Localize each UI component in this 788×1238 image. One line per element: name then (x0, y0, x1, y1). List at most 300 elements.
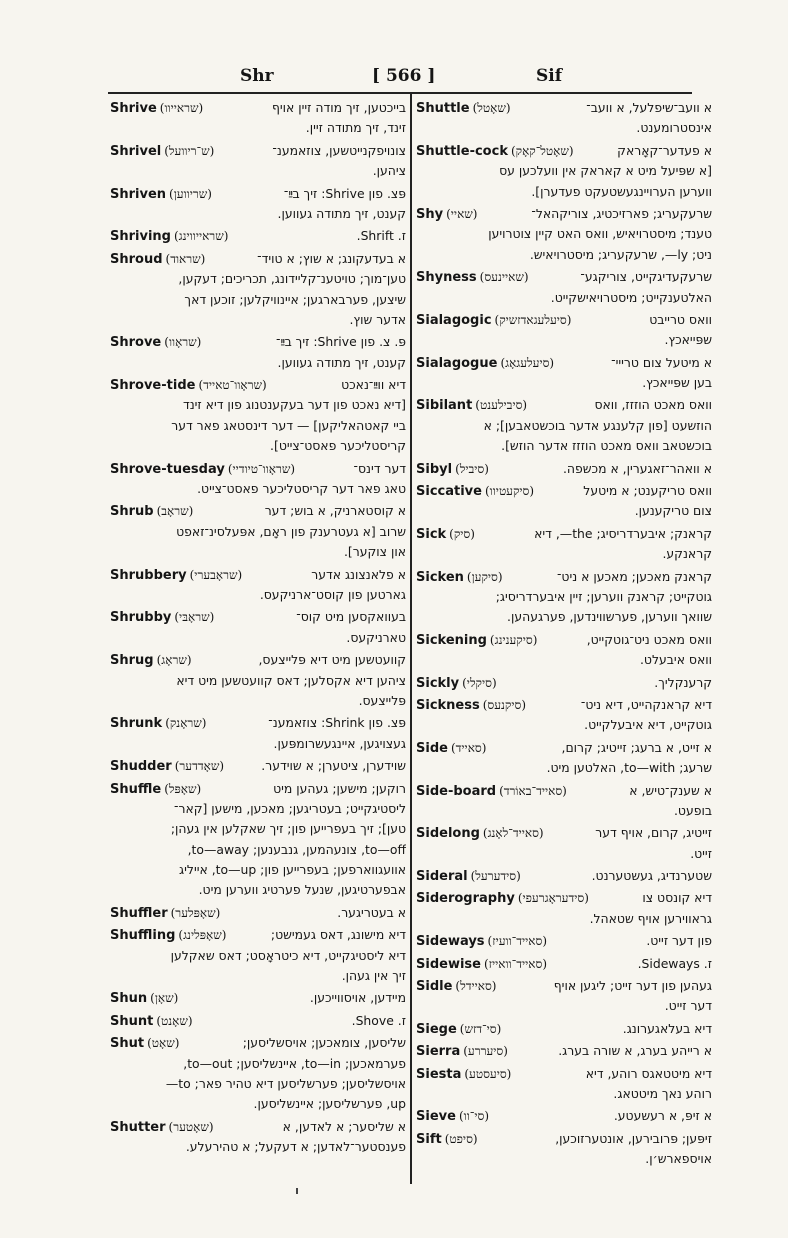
definition-continuation: שפּייאכץ. (664, 332, 712, 348)
definition-continuation: זייט. (690, 845, 712, 861)
definition-text: קוועטשען מיט דיא פּלייצעס, (258, 652, 406, 668)
dictionary-entry (110, 332, 406, 373)
definition-continuation: געצויגען, איינגעשרומפּען. (273, 735, 406, 751)
pronunciation: (סיעלעגאָג) (500, 355, 555, 370)
dictionary-entry (416, 781, 712, 822)
pronunciation: (שראָנק) (165, 716, 207, 731)
definition-text: געהען פון דער זייט; ליגען אויף (553, 978, 712, 994)
dictionary-entry (110, 459, 406, 500)
headword: Shrivel (110, 143, 162, 159)
entry-first-line (416, 353, 712, 373)
entry-first-line (416, 204, 712, 224)
dictionary-entry (416, 459, 712, 479)
dictionary-entry (416, 204, 712, 265)
definition-continuation: אויספארש׳ן. (645, 1151, 712, 1167)
dictionary-entry (416, 1106, 712, 1126)
pronunciation: (שאָט) (147, 1036, 180, 1051)
headword: Shuffling (110, 928, 176, 944)
dictionary-entry (416, 567, 712, 628)
headword: Shrug (110, 653, 154, 669)
dictionary-entry (416, 695, 712, 736)
dictionary-entry (110, 1117, 406, 1158)
definition-continuation: גראווירען אויף שטאהל. (589, 910, 712, 926)
pronunciation: (שאָטל־קאָק) (510, 143, 574, 158)
definition-text: וואס מאכט ניט־גוטקייט, (586, 631, 712, 647)
dictionary-entry (110, 650, 406, 711)
definition-continuation: ביי קאטהאליקען] — דער דינסטאג פאר דער (171, 417, 406, 433)
definition-text: א בעדעקונג; א שוץ; א טויד־ (257, 250, 406, 266)
definition-text: בעוואקסען מיט קוס־ (296, 609, 406, 625)
definition-text: שוידערן, ציטערן; א שוידער. (261, 758, 406, 774)
pronunciation: (סאייד־באוֹרד) (499, 783, 567, 798)
definition-text: ז. Shove. (351, 1012, 406, 1028)
definition-text: קראנק; איבערדריסיג; the—, דיא (534, 525, 712, 541)
dictionary-entry (110, 184, 406, 225)
definition-continuation: קענט, זיך מתודה געווען. (277, 354, 406, 370)
definition-text: דיא מיטטאגס רוהע, דיא (585, 1065, 712, 1081)
definition-continuation: קענט, זיך מתודה געווען. (277, 205, 406, 221)
definition-continuation: דיא ליסטיגקייט, דיא כיטראָסט; דאס שאקלען (170, 947, 406, 963)
entry-first-line (110, 1033, 406, 1053)
dictionary-entry (110, 226, 406, 246)
headword: Shuttle-cock (416, 143, 508, 159)
entry-first-line (416, 823, 712, 843)
entry-first-line (110, 925, 406, 945)
entry-first-line (416, 931, 712, 951)
definition-continuation: גוטקייט; קראנק ווערען; זיין איבערדריסיג; (495, 588, 712, 604)
pronunciation: (סיקען) (466, 569, 503, 584)
dictionary-entry (110, 249, 406, 331)
headword: Sickening (416, 632, 487, 648)
headword: Sick (416, 526, 447, 542)
pronunciation: (שראָב) (156, 504, 194, 519)
pronunciation: (סיעררע) (463, 1044, 508, 1059)
pronunciation: (סיעסטע) (464, 1066, 512, 1081)
definition-text: דיא בעלאגערונג. (622, 1020, 712, 1036)
dictionary-entry (416, 353, 712, 394)
definition-text: צונויפקנייטשען, צוזאמענ־ (272, 142, 406, 158)
dictionary-entry (416, 481, 712, 522)
headword: Sierra (416, 1044, 461, 1060)
entry-first-line (110, 988, 406, 1008)
dictionary-entry (416, 954, 712, 974)
dictionary-entry (110, 903, 406, 923)
definition-continuation: טאג פאר דער קריסטליכער פאסט־צייט. (197, 481, 406, 497)
pronunciation: (שאָטל) (472, 101, 511, 115)
definition-text: קראנק מאכען; מאכען א ניט־ (556, 568, 712, 584)
headword: Sidelong (416, 826, 480, 842)
definition-text: זייטיג, קרום, אויף דער (595, 825, 712, 841)
pronunciation: (סיביל) (455, 461, 489, 476)
definition-text: וואס טריקענט; א מיטעל (583, 483, 712, 499)
dictionary-entry (416, 1129, 712, 1170)
entry-first-line (110, 98, 406, 118)
headword: Sieve (416, 1109, 456, 1125)
dictionary-entry (416, 673, 712, 693)
definition-continuation: זינד, זיך מתודה זיין. (305, 120, 406, 136)
dictionary-entry (416, 1019, 712, 1039)
pronunciation: (שראָבערי) (189, 567, 243, 582)
definition-continuation: גוטקייט, דיא איבעלקייט. (584, 717, 712, 733)
definition-continuation: אוועגווארפען; בעפרייען פון; to—up, אייליג (179, 862, 406, 878)
headword: Sidle (416, 979, 453, 995)
entry-first-line (110, 1011, 406, 1031)
headword: Sialagogic (416, 312, 492, 328)
headword: Shrunk (110, 716, 163, 732)
pronunciation: (סאייד־לאָנג) (482, 826, 544, 841)
entry-first-line (110, 332, 406, 352)
left-column (110, 98, 406, 1160)
pronunciation: (סיעלעגאדזשיק) (494, 312, 572, 327)
dictionary-entry (416, 976, 712, 1017)
entry-first-line (110, 713, 406, 733)
right-column (416, 98, 712, 1172)
definition-continuation: טען]; זיך בעפרייען פון; זיך שאקלען אין געהן; (170, 821, 406, 837)
pronunciation: (סיקעטיוו) (484, 484, 535, 499)
dictionary-entry (110, 607, 406, 648)
pronunciation: (ש־ריוועל) (164, 143, 215, 158)
headword: Sibyl (416, 461, 453, 477)
entry-first-line (110, 756, 406, 776)
pronunciation: (שראייוו) (159, 101, 204, 115)
definition-continuation: פענסטער־לאדען; א דעקעל; א טהירעלע. (185, 1139, 406, 1155)
definition-continuation: אבפערטיגען, שנעל פערטיג ווערען מיט. (198, 882, 406, 898)
definition-continuation: האלטענקייט; מיסטרויאישקייט. (550, 289, 712, 305)
entry-first-line (110, 226, 406, 246)
definition-text: פּצ. פון Shrink: צוזאמענ־ (268, 715, 406, 731)
pronunciation: (סאייד) (450, 740, 487, 755)
headword: Shuttle (416, 101, 470, 116)
definition-continuation: זיך אין געהן. (341, 968, 406, 984)
definition-continuation: רוהע נאך מיטטאג. (613, 1085, 712, 1101)
pronunciation: (סי־דזש) (459, 1021, 502, 1036)
entry-first-line (110, 1117, 406, 1137)
definition-continuation: שרעג; to—with, האלטען מיט. (546, 760, 712, 776)
definition-text: א פעדער־קאָראק (617, 142, 712, 158)
definition-text: מיידען, אויסווייכען. (309, 990, 406, 1006)
entry-first-line (416, 98, 712, 118)
entry-first-line (110, 903, 406, 923)
definition-text: שליסען, צומאכען; אויסשליסען; (242, 1035, 406, 1051)
dictionary-entry (416, 395, 712, 456)
entry-first-line (416, 1106, 712, 1126)
headword: Siesta (416, 1066, 462, 1082)
footer-mark (296, 1188, 298, 1194)
definition-continuation: בוכשטאב וואס מאכט הוזזז אדער הוזש]. (501, 438, 712, 454)
definition-continuation: [דיא נאכט פון דער בעקענטנוג פון דיא זינד (182, 397, 406, 413)
pronunciation: (שאָנט) (156, 1013, 193, 1028)
dictionary-entry (110, 141, 406, 182)
pronunciation: (סיקענינג) (489, 632, 538, 647)
pronunciation: (סאייד־וועיז) (487, 934, 548, 949)
entry-first-line (416, 481, 712, 501)
pronunciation: (שריווען) (169, 186, 212, 201)
definition-continuation: טענד; מיסטרויאיש, וואס האט קיין צוטרויען (488, 226, 712, 242)
headword: Shriven (110, 186, 167, 202)
pronunciation: (סיבילענט) (475, 398, 528, 413)
definition-text: שטערנדיג, געשטערנט. (591, 868, 712, 884)
entry-first-line (416, 888, 712, 908)
dictionary-entry (110, 375, 406, 457)
pronunciation: (סידעראָגרעפי) (517, 891, 589, 906)
definition-text: דיא מישונג, דאס געמישט; (270, 927, 406, 943)
entry-first-line (416, 630, 712, 650)
entry-first-line (416, 567, 712, 587)
headword: Sibilant (416, 398, 473, 414)
definition-text: דיא ווײַ־נאכט (341, 377, 406, 393)
definition-continuation: בען שפּייאכץ. (642, 375, 712, 391)
definition-text: רוקען; מישען; געהען מיט (273, 780, 406, 796)
entry-first-line (110, 184, 406, 204)
entry-first-line (110, 607, 406, 627)
definition-continuation: פּלייצעס. (358, 692, 406, 708)
headword: Shrub (110, 504, 154, 520)
dictionary-entry (110, 1033, 406, 1115)
header-rule (108, 92, 692, 94)
headword: Sidewise (416, 956, 481, 972)
entry-first-line (416, 1064, 712, 1084)
entry-first-line (416, 1019, 712, 1039)
definition-text: פּ. צ. פון Shrive: זיך בײַ־ (276, 334, 406, 350)
entry-first-line (110, 459, 406, 479)
headword: Shut (110, 1036, 145, 1052)
definition-text: א זייט, א ברעג; זייטיג; קרום, (561, 739, 712, 755)
headword: Shyness (416, 270, 477, 286)
definition-continuation: הוזשעט [פון קלענגע אדער בוכשטאבען]; א (483, 417, 712, 433)
entry-first-line (110, 565, 406, 585)
pronunciation: (סיקנעס) (482, 697, 526, 712)
entry-first-line (110, 650, 406, 670)
headword: Shrove (110, 335, 162, 351)
entry-first-line (416, 395, 712, 415)
pronunciation: (סידערעל) (470, 869, 521, 884)
definition-continuation: ציהען דיא אקסלען; דאס קוועטשען מיט דיא (176, 672, 406, 688)
pronunciation: (שאָטער) (168, 1119, 214, 1134)
pronunciation: (שראוד) (165, 251, 206, 266)
dictionary-entry (416, 931, 712, 951)
definition-continuation: און צוקער]. (343, 544, 406, 560)
headword: Shun (110, 991, 148, 1007)
headword: Sickness (416, 697, 480, 713)
definition-text: שרעקעדיגקייט, צוריקגע־ (580, 269, 712, 285)
pronunciation: (שראָוו) (164, 335, 202, 350)
headword: Sicken (416, 569, 464, 585)
headword: Shy (416, 206, 444, 222)
entry-first-line (416, 524, 712, 544)
entry-first-line (416, 738, 712, 758)
entry-first-line (110, 141, 406, 161)
definition-text: א רייהע בערג, א שורה בערג. (558, 1043, 712, 1059)
column-divider (410, 94, 412, 1184)
pronunciation: (שאָפּלינג) (178, 928, 227, 943)
dictionary-entry (416, 1064, 712, 1105)
headword: Shrubby (110, 610, 172, 626)
entry-first-line (416, 954, 712, 974)
entry-first-line (416, 1129, 712, 1149)
definition-text: א מיטעל צום טרייי־ (611, 354, 712, 370)
definition-continuation: שיצען, פערבארגען; איינוויקלען; זוכען דאך (184, 291, 406, 307)
entry-first-line (416, 459, 712, 479)
definition-text: פּצ. פון Shrive: זיך בײַ־ (283, 185, 406, 201)
pronunciation: (סאיידל) (455, 979, 497, 994)
dictionary-entry (416, 267, 712, 308)
definition-continuation: וואס איבעלט. (639, 652, 712, 668)
dictionary-entry (110, 501, 406, 562)
page-header (0, 62, 788, 92)
dictionary-entry (110, 756, 406, 776)
definition-continuation: ליסטיגקייט; בעטריגען; מאכען, מישען [קאר־ (174, 800, 406, 816)
pronunciation: (שראָג) (156, 653, 192, 668)
dictionary-entry (416, 98, 712, 139)
header-right-guideword: Sif (536, 66, 563, 86)
definition-continuation: אויסשליסען; פערשליסען דיא טהיר פאר; to— (165, 1075, 406, 1091)
definition-text: בייכטען, זיך מודה זיין אויף (271, 100, 406, 115)
headword: Siege (416, 1021, 457, 1037)
dictionary-entry (416, 866, 712, 886)
headword: Shriving (110, 229, 171, 245)
entry-first-line (416, 781, 712, 801)
dictionary-entry (110, 779, 406, 901)
pronunciation: (שאיי) (446, 206, 478, 221)
entry-first-line (110, 249, 406, 269)
definition-text: וואס טרייבט (649, 311, 712, 327)
headword: Sickly (416, 675, 460, 691)
headword: Shuffler (110, 905, 168, 921)
entry-first-line (416, 141, 712, 161)
definition-continuation: פערמאכען; to—in, איינשליסען; to—out, (183, 1055, 406, 1071)
headword: Shudder (110, 759, 172, 775)
entry-first-line (416, 310, 712, 330)
entry-first-line (416, 866, 712, 886)
definition-text: א וואהר־זאגערין, א מכשפה. (562, 460, 712, 476)
definition-continuation: אדער שוץ. (349, 311, 406, 327)
headword: Shrove-tide (110, 378, 196, 394)
pronunciation: (סי־וו) (458, 1109, 490, 1124)
pronunciation: (שראייווינג) (173, 229, 229, 244)
headword: Sideral (416, 869, 468, 885)
pronunciation: (שאָן) (150, 991, 179, 1006)
headword: Sift (416, 1131, 442, 1147)
pronunciation: (סיקלי) (462, 675, 497, 690)
definition-text: שרעקעריג; פארזיכטיג, צוריקהאל־ (531, 205, 712, 221)
dictionary-entry (416, 888, 712, 929)
dictionary-entry (416, 1041, 712, 1061)
dictionary-entry (110, 565, 406, 606)
entry-first-line (110, 779, 406, 799)
headword: Shrove-tuesday (110, 461, 225, 477)
headword: Shunt (110, 1013, 154, 1029)
definition-continuation: אינסטרומענט. (636, 120, 712, 136)
pronunciation: (שאָדדער) (174, 759, 225, 774)
dictionary-entry (416, 524, 712, 565)
dictionary-entry (416, 310, 712, 351)
headword: Shrive (110, 101, 157, 116)
headword: Side-board (416, 783, 497, 799)
entry-first-line (110, 375, 406, 395)
pronunciation: (שראָבּי) (174, 610, 215, 625)
definition-continuation: [א שפּיעל מיט א קאראק אין וועלכען עס (499, 163, 712, 179)
dictionary-entry (110, 713, 406, 754)
definition-text: קרענקליך. (654, 674, 712, 690)
dictionary-entry (416, 823, 712, 864)
dictionary-entry (416, 141, 712, 202)
definition-continuation: up, פערשליסען; איינשליסען. (253, 1096, 406, 1112)
headword: Shuffle (110, 781, 162, 797)
definition-continuation: טען־מוך; טויטענ־קליידונג, תכריכים; דעקען, (178, 271, 406, 287)
definition-text: זיפּען; פּרובירען, אונטערזוכען, (555, 1130, 712, 1146)
definition-text: א שליסער; א לאדען, א (282, 1118, 406, 1134)
definition-text: דער דינס־ (353, 460, 406, 476)
definition-text: וואס מאכט הוזזז, וואס (594, 397, 712, 413)
definition-text: ז. Shrift. (356, 228, 406, 244)
definition-continuation: קראנקע. (662, 546, 712, 562)
dictionary-entry (416, 738, 712, 779)
headword: Shroud (110, 251, 163, 267)
dictionary-entry (110, 988, 406, 1008)
page-number: [ 566 ] (372, 66, 436, 86)
definition-text: א בעטריגער. (337, 904, 406, 920)
definition-text: ז. Sideways. (637, 955, 712, 971)
dictionary-entry (110, 925, 406, 986)
definition-text: א שענק־טיש, א (629, 782, 712, 798)
headword: Side (416, 740, 448, 756)
definition-continuation: טארניקעס. (346, 629, 406, 645)
entry-first-line (416, 976, 712, 996)
entry-first-line (416, 695, 712, 715)
dictionary-entry (110, 1011, 406, 1031)
definition-continuation: בופעט. (673, 802, 712, 818)
definition-text: א זיפּ, א רעשעטע. (613, 1108, 712, 1124)
headword: Shrubbery (110, 567, 187, 583)
headword: Sialagogue (416, 355, 498, 371)
headword: Sideways (416, 934, 485, 950)
definition-continuation: ווערען הערויינגעשטעקט פעדערן]. (531, 183, 712, 199)
entry-first-line (416, 267, 712, 287)
dictionary-entry (416, 630, 712, 671)
definition-continuation: שרוב [א געטרענק פון ראָם, אפּעלסינ־זאפט (176, 523, 406, 539)
definition-text: דיא קראנקהייט, דיא ניט־ (580, 696, 712, 712)
pronunciation: (סאייד־וואייז) (483, 956, 547, 971)
definition-continuation: ציהען. (372, 163, 406, 179)
headword: Siccative (416, 484, 482, 500)
definition-continuation: ניט; ly—, שרעקעריג; מיסטרויאיש. (529, 246, 712, 262)
header-left-guideword: Shr (240, 66, 274, 86)
pronunciation: (שאיינעס) (479, 270, 529, 285)
definition-text: א פלאנצונג אדער (311, 566, 406, 582)
pronunciation: (שאָפּל) (164, 781, 202, 796)
pronunciation: (שראָוו־טאייד) (198, 378, 267, 393)
definition-continuation: דער זייט. (664, 998, 712, 1014)
definition-continuation: שוואך ווערען, פערשווינדען, פערגעהען. (507, 609, 712, 625)
definition-continuation: גארטען פון קוסט־ארניקעס. (259, 586, 406, 602)
definition-continuation: to—off, צונעהמען, גנבענען; to—away, (187, 841, 406, 857)
pronunciation: (שראָוו־טיודיי) (227, 461, 296, 476)
pronunciation: (שאָפּלער) (170, 905, 221, 920)
entry-first-line (416, 1041, 712, 1061)
definition-text: פון דער זייט. (646, 933, 712, 949)
pronunciation: (סיפט) (444, 1131, 478, 1146)
definition-text: א וועב־שיפלעל, א וועב־ (586, 100, 712, 115)
dictionary-entry (110, 98, 406, 139)
headword: Siderography (416, 891, 515, 907)
entry-first-line (416, 673, 712, 693)
pronunciation: (סיק) (449, 526, 475, 541)
definition-text: דיא קונסט צו (642, 890, 712, 906)
entry-first-line (110, 501, 406, 521)
headword: Shutter (110, 1119, 166, 1135)
definition-text: א קוסטארניק, א בוש; דער (264, 503, 406, 519)
definition-continuation: צום טריקענען. (634, 503, 712, 519)
